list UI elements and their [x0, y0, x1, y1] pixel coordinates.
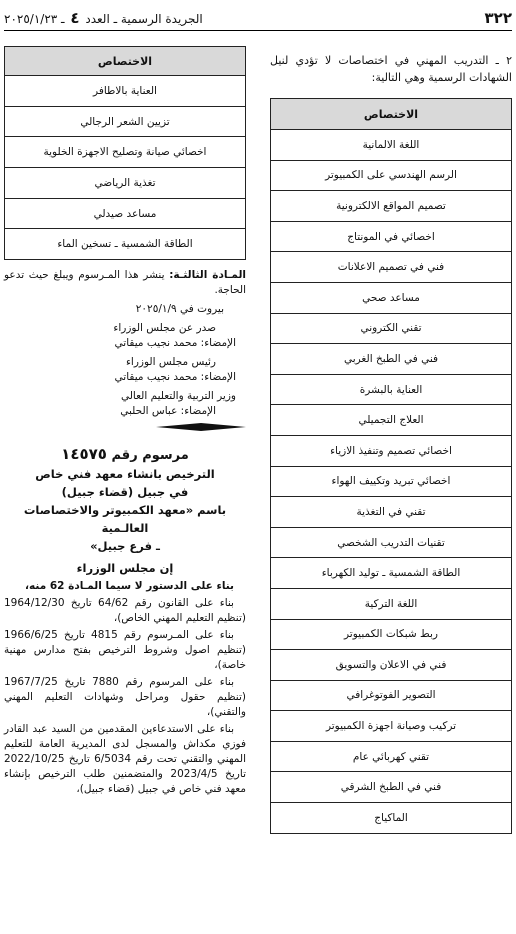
basis-decree-7880: بناء على المرسوم رقم 7880 تاريخ 1967/7/25 (تنظيم حقول ومراحل وشهادات التعليم المهني والتقني)، — [4, 676, 246, 719]
specialty-cell: فني في الاعلان والتسويق — [271, 650, 512, 681]
basis-requests: بناء على الاستدعاءين المقدمين من السيد عبد القادر فوزي مكداش والمسجل لدى المديرية العامة للتعليم المهني والتقني تحت رقم 6/5034 تاريخ 2022/10/25 تاريخ 2023/4/5 والمتضمنين طلب الترخيص بإنشاء معهد فني خاص في جبيل (قضاء جبيل)، — [4, 723, 246, 796]
table-row — [271, 374, 512, 405]
decree-number: ١٤٥٧٥ — [61, 445, 107, 464]
specialties-table-right — [270, 98, 512, 834]
specialty-cell: فني في الطبخ الغربي — [271, 344, 512, 375]
pm-title: رئيس مجلس الوزراء — [125, 356, 216, 369]
article-text: ينشر هذا المـرسوم ويبلغ حيث تدعو الحاجة. — [4, 269, 246, 297]
table-row — [271, 282, 512, 313]
table-row — [271, 160, 512, 191]
gazette-info — [4, 9, 203, 27]
specialty-cell: الرسم الهندسي على الكمبيوتر — [271, 160, 512, 191]
specialty-cell: اخصائي تصميم وتنفيذ الازياء — [271, 435, 512, 466]
table-row — [271, 221, 512, 252]
basis-constitution: بناء على الدستور لا سيما المـادة 62 منه، — [25, 580, 234, 593]
table-row — [271, 588, 512, 619]
table-row — [271, 313, 512, 344]
specialty-cell: التصوير الفوتوغرافي — [271, 680, 512, 711]
issue-date: ـ ٢٠٢٥/١/٢٣ — [4, 12, 65, 26]
table-row — [271, 803, 512, 834]
right-column — [270, 46, 512, 834]
table-row — [271, 130, 512, 161]
decree-prefix: مرسوم رقم — [111, 448, 189, 464]
table-row — [271, 650, 512, 681]
specialty-cell: مساعد صيدلي — [5, 198, 246, 229]
table-header: الاختصاص — [5, 47, 246, 76]
table-row — [5, 198, 246, 229]
specialty-cell: تقنيات التدريب الشخصي — [271, 527, 512, 558]
specialty-cell: اخصائي في المونتاج — [271, 221, 512, 252]
table-row — [271, 405, 512, 436]
minister-title: وزير التربية والتعليم العالي — [120, 390, 236, 403]
specialty-cell: اخصائي صيانة وتصليح الاجهزة الخلوية — [5, 137, 246, 168]
specialty-cell: مساعد صحي — [271, 282, 512, 313]
decree-subtitle-1: الترخيص بانشاء معهد فني خاص — [35, 467, 215, 482]
table-row — [271, 527, 512, 558]
gazette-title: الجريدة الرسمية ـ العدد — [85, 12, 203, 26]
table-row — [271, 191, 512, 222]
article-three — [4, 268, 246, 298]
table-row — [271, 435, 512, 466]
specialty-cell: العناية بالبشرة — [271, 374, 512, 405]
specialty-cell: اخصائي تبريد وتكييف الهواء — [271, 466, 512, 497]
page-number: ٣٢٢ — [484, 9, 512, 27]
specialty-cell: تصميم المواقع الالكترونية — [271, 191, 512, 222]
table-row — [271, 497, 512, 528]
specialty-cell: تركيب وصيانة اجهزة الكمبيوتر — [271, 711, 512, 742]
table-header: الاختصاص — [271, 99, 512, 130]
table-row — [271, 741, 512, 772]
decree-subtitle-4: ـ فرع جبيل» — [90, 539, 160, 554]
table-row — [271, 772, 512, 803]
table-row — [5, 106, 246, 137]
article-label: المـادة الثالثـة: — [169, 269, 247, 282]
signature-2: الإمضاء: محمد نجيب ميقاتي — [114, 371, 236, 384]
decree-subtitle-2: في جبيل (قضاء جبيل) — [61, 485, 189, 500]
basis-decree-4815: بناء على المـرسوم رقم 4815 تاريخ 1966/6/25 (تنظيم اصول وشروط الترخيص بفتح مدارس مهنية خاصة)، — [4, 629, 246, 672]
table-row — [271, 711, 512, 742]
specialty-cell: الطاقة الشمسية ـ تسخين الماء — [5, 229, 246, 260]
table-row — [271, 619, 512, 650]
issue-number: ٤ — [70, 9, 80, 27]
specialties-table-left — [4, 46, 246, 260]
table-row — [5, 229, 246, 260]
signature-1: الإمضاء: محمد نجيب ميقاتي — [114, 337, 236, 350]
issued-by: صدر عن مجلس الوزراء — [113, 322, 216, 335]
basis-law: بناء على القانون رقم 64/62 تاريخ 1964/12/30 (تنظيم التعليم المهني الخاص)، — [4, 597, 246, 625]
table-row — [5, 168, 246, 199]
table-row — [5, 76, 246, 107]
council-heading: إن مجلس الوزراء — [76, 561, 174, 576]
decree-subtitle-3: باسم «معهد الكمبيوتر والاختصاصات العالـمية — [23, 503, 227, 536]
specialty-cell: العلاج التجميلي — [271, 405, 512, 436]
specialty-cell: العناية بالاطافر — [5, 76, 246, 107]
intro-paragraph: ٢ ـ التدريب المهني في اختصاصات لا تؤدي لنيل الشهادات الرسمية وهي التالية: — [270, 54, 512, 84]
table-row — [5, 137, 246, 168]
specialty-cell: تقني في التغذية — [271, 497, 512, 528]
table-row — [271, 252, 512, 283]
signature-3: الإمضاء: عباس الحلبي — [120, 405, 216, 418]
table-row — [271, 466, 512, 497]
section-divider — [156, 423, 246, 431]
specialty-cell: تغذية الرياضي — [5, 168, 246, 199]
specialty-cell: تزيين الشعر الرجالي — [5, 106, 246, 137]
table-row — [271, 344, 512, 375]
left-column — [4, 46, 246, 797]
table-row — [271, 558, 512, 589]
specialty-cell: اللغة التركية — [271, 588, 512, 619]
specialty-cell: تقني الكتروني — [271, 313, 512, 344]
specialty-cell: تقني كهربائي عام — [271, 741, 512, 772]
place-date: بيروت في ٢٠٢٥/١/٩ — [135, 303, 224, 316]
specialty-cell: اللغة الالمانية — [271, 130, 512, 161]
specialty-cell: ربط شبكات الكمبيوتر — [271, 619, 512, 650]
table-row — [271, 680, 512, 711]
page-header — [4, 6, 512, 31]
specialty-cell: الماكياج — [271, 803, 512, 834]
specialty-cell: الطاقة الشمسية ـ توليد الكهرباء — [271, 558, 512, 589]
specialty-cell: فني في الطبخ الشرقي — [271, 772, 512, 803]
specialty-cell: فني في تصميم الاعلانات — [271, 252, 512, 283]
decree-title — [4, 445, 246, 463]
